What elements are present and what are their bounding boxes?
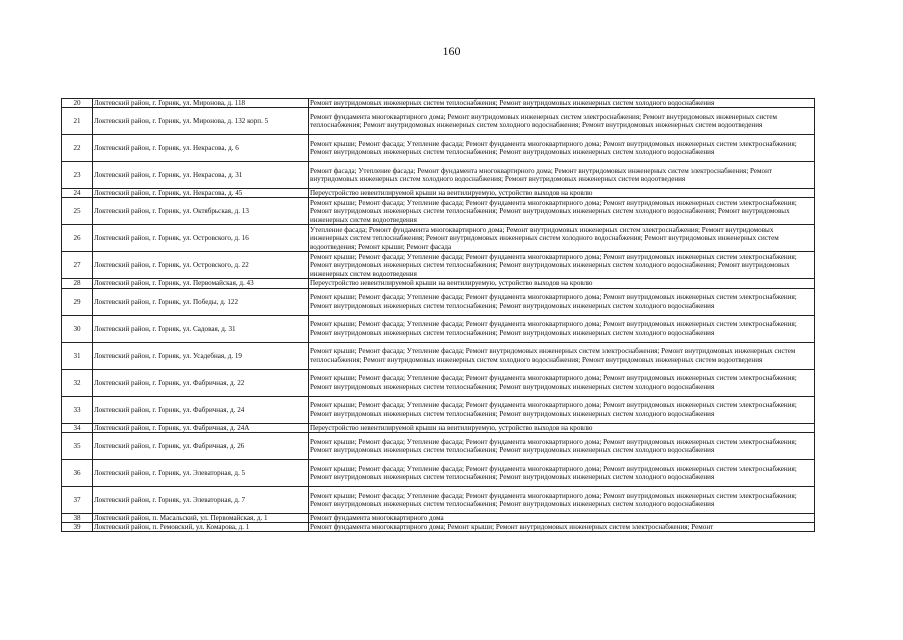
row-address: Локтевский район, г. Горняк, ул. Первомайская, д. 43 (93, 279, 309, 288)
row-works: Ремонт крыши; Ремонт фасада; Утепление фасада; Ремонт фундамента многоквартирного дома; Ремонт внутридомовых инженерных систем электроснабжения; Ремонт внутридомовых инженерных систем теплоснабжения; Ремонт внутридомовых инженерных систем холодного водоснабжения; Ремонт внутридомовых инженерных систем водоотведения (309, 198, 815, 225)
row-works: Ремонт фундамента многоквартирного дома; Ремонт крыши; Ремонт внутридомовых инженерных систем электроснабжения; Ремонт (309, 523, 815, 532)
table-row (62, 423, 815, 432)
row-works: Ремонт фундамента многоквартирного дома (309, 513, 815, 522)
table-row (62, 369, 815, 396)
row-number: 39 (62, 523, 93, 532)
row-works: Переустройство невентилируемой крыши на вентилируемую, устройство выходов на кровлю (309, 423, 815, 432)
table-row (62, 99, 815, 108)
table-row (62, 315, 815, 342)
row-address: Локтевский район, г. Горняк, ул. Элеваторная, д. 5 (93, 459, 309, 486)
row-address: Локтевский район, г. Горняк, ул. Островского, д. 16 (93, 225, 309, 252)
table-row (62, 198, 815, 225)
row-address: Локтевский район, г. Горняк, ул. Миронова, д. 118 (93, 99, 309, 108)
table-row (62, 523, 815, 532)
row-works: Ремонт крыши; Ремонт фасада; Утепление фасада; Ремонт фундамента многоквартирного дома; Ремонт внутридомовых инженерных систем электроснабжения; Ремонт внутридомовых инженерных систем теплоснабжения; Ремонт внутридомовых инженерных систем холодного водоснабжения; Ремонт внутридомовых инженерных систем водоотведения (309, 252, 815, 279)
row-address: Локтевский район, п. Ремовский, ул. Комарова, д. 1 (93, 523, 309, 532)
row-works: Утепление фасада; Ремонт фундамента многоквартирного дома; Ремонт внутридомовых инженерных систем электроснабжения; Ремонт внутридомовых инженерных систем теплоснабжения; Ремонт внутридомовых инженерных систем холодного водоснабжения; Ремонт внутридомовых инженерных систем водоотведения; Ремонт крыши; Ремонт фасада (309, 225, 815, 252)
row-address: Локтевский район, г. Горняк, ул. Октябрьская, д. 13 (93, 198, 309, 225)
row-works: Ремонт крыши; Ремонт фасада; Утепление фасада; Ремонт фундамента многоквартирного дома; Ремонт внутридомовых инженерных систем электроснабжения; Ремонт внутридомовых инженерных систем теплоснабжения; Ремонт внутридомовых инженерных систем холодного водоснабжения (309, 288, 815, 315)
row-address: Локтевский район, г. Горняк, ул. Фабричная, д. 24А (93, 423, 309, 432)
row-address: Локтевский район, г. Горняк, ул. Миронова, д. 132 корп. 5 (93, 108, 309, 135)
table-row (62, 162, 815, 189)
row-number: 24 (62, 189, 93, 198)
row-number: 22 (62, 135, 93, 162)
row-number: 26 (62, 225, 93, 252)
row-address: Локтевский район, г. Горняк, ул. Усадебная, д. 19 (93, 342, 309, 369)
row-works: Ремонт внутридомовых инженерных систем теплоснабжения; Ремонт внутридомовых инженерных систем холодного водоснабжения (309, 99, 815, 108)
table-row (62, 513, 815, 522)
row-works: Ремонт крыши; Ремонт фасада; Утепление фасада; Ремонт фундамента многоквартирного дома; Ремонт внутридомовых инженерных систем электроснабжения; Ремонт внутридомовых инженерных систем теплоснабжения; Ремонт внутридомовых инженерных систем холодного водоснабжения (309, 432, 815, 459)
row-works: Ремонт крыши; Ремонт фасада; Утепление фасада; Ремонт внутридомовых инженерных систем электроснабжения; Ремонт внутридомовых инженерных систем теплоснабжения; Ремонт внутридомовых инженерных систем холодного водоснабжения; Ремонт внутридомовых инженерных систем водоотведения (309, 342, 815, 369)
table-row (62, 252, 815, 279)
row-number: 27 (62, 252, 93, 279)
row-number: 31 (62, 342, 93, 369)
row-address: Локтевский район, г. Горняк, ул. Некрасова, д. 6 (93, 135, 309, 162)
table-row (62, 135, 815, 162)
row-works: Ремонт крыши; Ремонт фасада; Утепление фасада; Ремонт фундамента многоквартирного дома; Ремонт внутридомовых инженерных систем электроснабжения; Ремонт внутридомовых инженерных систем теплоснабжения; Ремонт внутридомовых инженерных систем холодного водоснабжения (309, 135, 815, 162)
row-number: 35 (62, 432, 93, 459)
row-number: 25 (62, 198, 93, 225)
table-row (62, 486, 815, 513)
row-number: 33 (62, 396, 93, 423)
row-number: 21 (62, 108, 93, 135)
table-row (62, 288, 815, 315)
table-row (62, 342, 815, 369)
row-number: 36 (62, 459, 93, 486)
row-number: 32 (62, 369, 93, 396)
page-number: 160 (442, 44, 461, 58)
row-number: 30 (62, 315, 93, 342)
row-works: Ремонт крыши; Ремонт фасада; Утепление фасада; Ремонт фундамента многоквартирного дома; Ремонт внутридомовых инженерных систем электроснабжения; Ремонт внутридомовых инженерных систем теплоснабжения; Ремонт внутридомовых инженерных систем холодного водоснабжения (309, 369, 815, 396)
row-address: Локтевский район, г. Горняк, ул. Фабричная, д. 24 (93, 396, 309, 423)
row-address: Локтевский район, г. Горняк, ул. Фабричная, д. 26 (93, 432, 309, 459)
row-number: 29 (62, 288, 93, 315)
row-number: 20 (62, 99, 93, 108)
row-works: Ремонт крыши; Ремонт фасада; Утепление фасада; Ремонт фундамента многоквартирного дома; Ремонт внутридомовых инженерных систем электроснабжения; Ремонт внутридомовых инженерных систем теплоснабжения; Ремонт внутридомовых инженерных систем холодного водоснабжения (309, 315, 815, 342)
table-row (62, 279, 815, 288)
row-number: 34 (62, 423, 93, 432)
table-row (62, 189, 815, 198)
row-works: Ремонт фундамента многоквартирного дома; Ремонт внутридомовых инженерных систем электроснабжения; Ремонт внутридомовых инженерных систем теплоснабжения; Ремонт внутридомовых инженерных систем холодного водоснабжения; Ремонт внутридомовых инженерных систем водоотведения (309, 108, 815, 135)
row-number: 28 (62, 279, 93, 288)
table-row (62, 396, 815, 423)
row-works: Переустройство невентилируемой крыши на вентилируемую, устройство выходов на кровлю (309, 279, 815, 288)
table-row (62, 108, 815, 135)
row-number: 23 (62, 162, 93, 189)
table-row (62, 432, 815, 459)
row-works: Ремонт фасада; Утепление фасада; Ремонт фундамента многоквартирного дома; Ремонт внутридомовых инженерных систем электроснабжения; Ремонт внутридомовых инженерных систем холодного водоснабжения; Ремонт внутридомовых инженерных систем водоотведения (309, 162, 815, 189)
row-address: Локтевский район, п. Масальский, ул. Первомайская, д. 1 (93, 513, 309, 522)
row-address: Локтевский район, г. Горняк, ул. Фабричная, д. 22 (93, 369, 309, 396)
row-address: Локтевский район, г. Горняк, ул. Некрасова, д. 45 (93, 189, 309, 198)
row-address: Локтевский район, г. Горняк, ул. Островского, д. 22 (93, 252, 309, 279)
table-row (62, 459, 815, 486)
row-works: Ремонт крыши; Ремонт фасада; Утепление фасада; Ремонт фундамента многоквартирного дома; Ремонт внутридомовых инженерных систем электроснабжения; Ремонт внутридомовых инженерных систем теплоснабжения; Ремонт внутридомовых инженерных систем холодного водоснабжения (309, 396, 815, 423)
row-number: 37 (62, 486, 93, 513)
works-registry-table (61, 98, 815, 532)
row-works: Ремонт крыши; Ремонт фасада; Утепление фасада; Ремонт фундамента многоквартирного дома; Ремонт внутридомовых инженерных систем электроснабжения; Ремонт внутридомовых инженерных систем теплоснабжения; Ремонт внутридомовых инженерных систем холодного водоснабжения (309, 459, 815, 486)
row-address: Локтевский район, г. Горняк, ул. Садовая, д. 31 (93, 315, 309, 342)
row-address: Локтевский район, г. Горняк, ул. Победы, д. 122 (93, 288, 309, 315)
row-works: Ремонт крыши; Ремонт фасада; Утепление фасада; Ремонт фундамента многоквартирного дома; Ремонт внутридомовых инженерных систем электроснабжения; Ремонт внутридомовых инженерных систем теплоснабжения; Ремонт внутридомовых инженерных систем холодного водоснабжения (309, 486, 815, 513)
row-address: Локтевский район, г. Горняк, ул. Элеваторная, д. 7 (93, 486, 309, 513)
row-works: Переустройство невентилируемой крыши на вентилируемую, устройство выходов на кровлю (309, 189, 815, 198)
row-address: Локтевский район, г. Горняк, ул. Некрасова, д. 31 (93, 162, 309, 189)
table-row (62, 225, 815, 252)
row-number: 38 (62, 513, 93, 522)
